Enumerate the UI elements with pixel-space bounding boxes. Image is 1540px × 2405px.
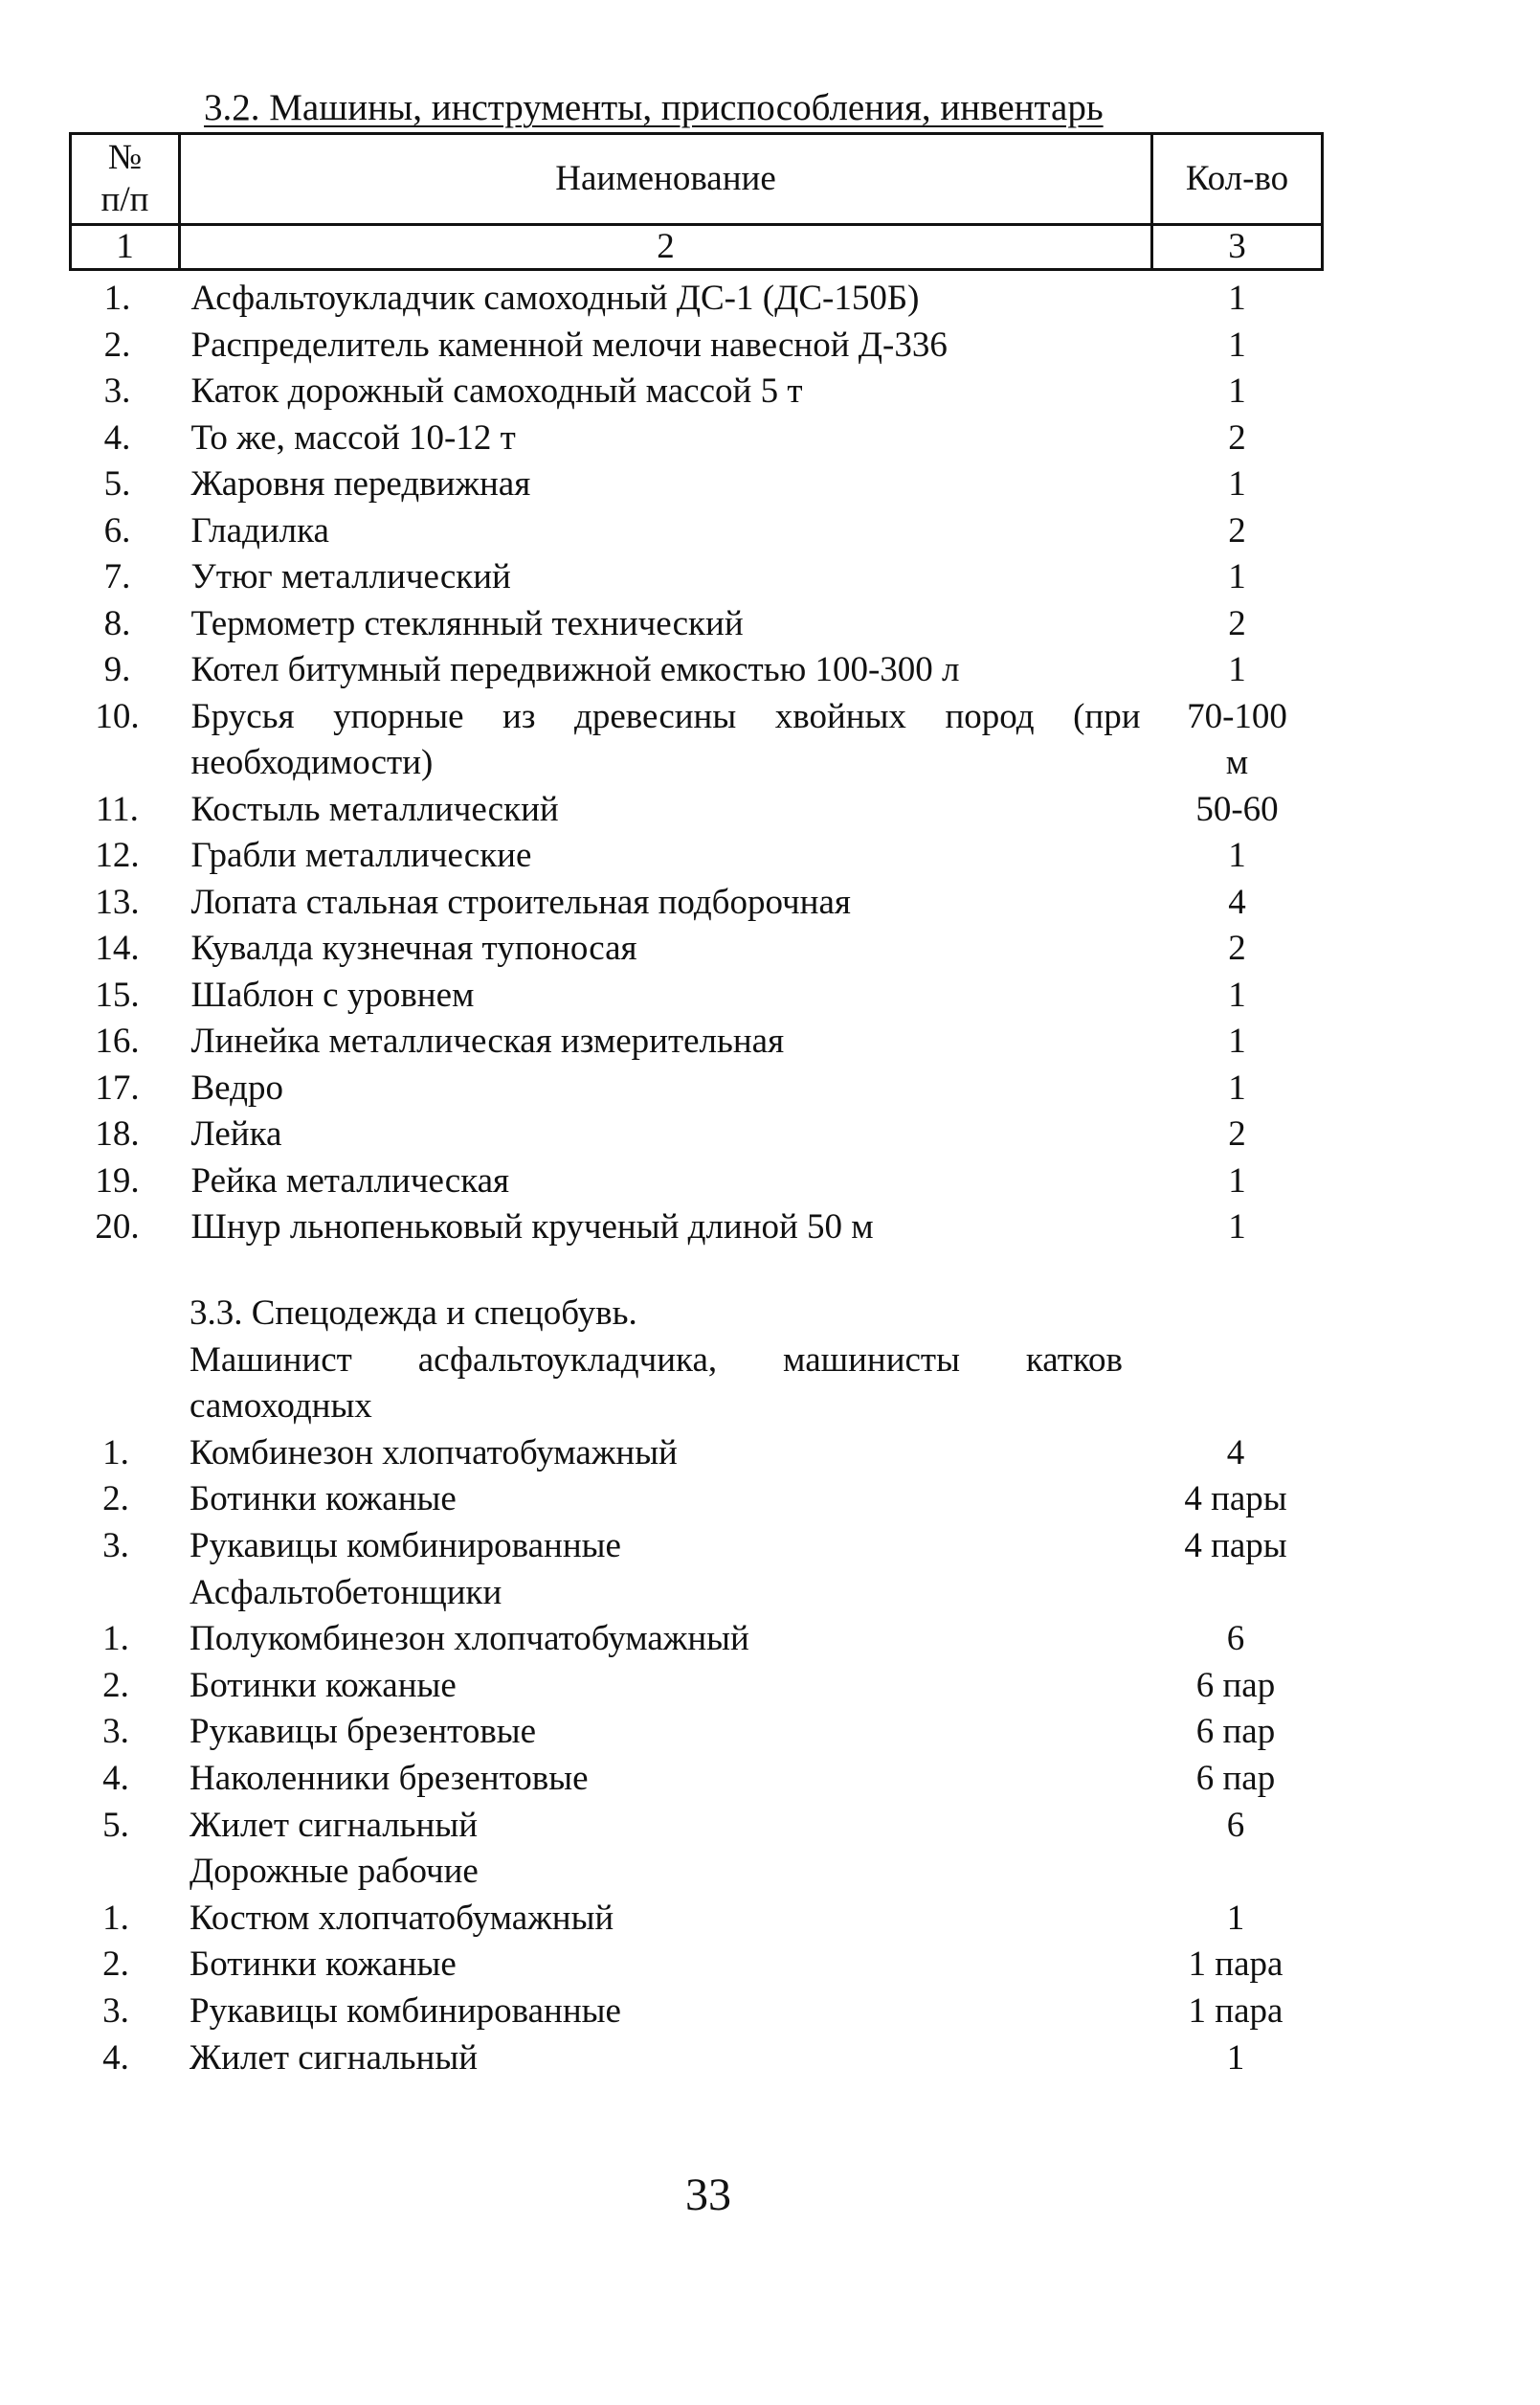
item-name: Наколенники брезентовые	[190, 1758, 589, 1798]
table-row	[71, 1158, 1323, 1205]
group-heading-line	[69, 1337, 1321, 1384]
row-qty: 1	[1228, 836, 1246, 875]
row-name: Шаблон с уровнем	[190, 975, 475, 1015]
table-row	[71, 880, 1323, 927]
page-number: 33	[685, 2169, 731, 2220]
list-item	[69, 1663, 1321, 1710]
header-num	[71, 134, 180, 225]
table-row	[71, 1204, 1323, 1251]
list-item	[69, 1989, 1321, 2035]
row-name: Рейка металлическая	[190, 1160, 510, 1201]
row-qty: 50-60	[1195, 789, 1279, 829]
item-num: 3.	[102, 1712, 129, 1752]
row-name: Котел битумный передвижной емкостью 100-300 л	[190, 650, 960, 689]
row-name: Распределитель каменной мелочи навесной Д-336	[190, 325, 948, 365]
item-num: 3.	[102, 1990, 129, 2031]
row-name: Грабли металлические	[190, 836, 532, 875]
row-name: Линейка металлическая измерительная	[190, 1022, 785, 1061]
item-qty: 6	[1226, 1805, 1245, 1845]
table-row	[71, 323, 1323, 370]
group-heading-asphalt-workers: Асфальтобетонщики	[190, 1572, 502, 1612]
item-num: 1.	[102, 1619, 129, 1659]
item-name: Рукавицы комбинированные	[190, 1990, 621, 2031]
item-qty: 4	[1226, 1432, 1245, 1472]
group-heading-road-workers: Дорожные рабочие	[190, 1852, 479, 1892]
row-num: 7.	[103, 557, 131, 596]
row-num: 19.	[95, 1160, 140, 1201]
row-num: 14.	[95, 929, 140, 968]
item-num: 3.	[102, 1525, 129, 1565]
row-name: Костыль металлический	[190, 789, 559, 829]
row-qty: 1	[1228, 557, 1246, 596]
index-col-2: 2	[180, 225, 1152, 270]
list-item	[69, 2035, 1321, 2082]
row-num: 1.	[103, 279, 131, 318]
row-qty	[1152, 694, 1323, 787]
row-name: То же, массой 10-12 т	[190, 417, 516, 458]
item-name: Жилет сигнальный	[190, 2037, 479, 2078]
spacer	[69, 1291, 178, 1337]
item-name: Комбинезон хлопчатобумажный	[190, 1432, 678, 1472]
row-num: 8.	[103, 603, 131, 643]
table-row	[71, 647, 1323, 694]
item-name: Жилет сигнальный	[190, 1805, 479, 1845]
table-row	[71, 270, 1323, 323]
row-num: 18.	[95, 1114, 140, 1154]
table-row	[71, 461, 1323, 508]
item-qty: 1	[1226, 2037, 1245, 2078]
workwear-title-line	[69, 1291, 1321, 1337]
row-name: Брусья упорные из древесины хвойных пород (при необходимости)	[190, 696, 1141, 782]
table-row	[71, 1112, 1323, 1158]
section-title-machines	[204, 86, 1104, 130]
table-row	[71, 973, 1323, 1020]
list-item	[69, 1616, 1321, 1663]
spacer	[69, 1337, 178, 1384]
row-num: 5.	[103, 464, 131, 504]
list-item	[69, 1523, 1321, 1570]
row-qty: 1	[1228, 1160, 1246, 1201]
item-qty: 1 пара	[1188, 1944, 1283, 1985]
row-name: Лопата стальная строительная подборочная	[190, 882, 851, 922]
row-num: 16.	[95, 1022, 140, 1061]
table-row	[71, 601, 1323, 648]
header-qty: Кол-во	[1152, 134, 1323, 225]
row-qty: 1	[1228, 325, 1246, 365]
row-qty-text: 70-100 м	[1187, 696, 1287, 782]
row-qty: 1	[1228, 650, 1246, 689]
list-item	[69, 1430, 1321, 1477]
table-row	[71, 369, 1323, 416]
row-qty: 2	[1228, 929, 1246, 968]
list-item	[69, 1896, 1321, 1943]
row-qty: 4	[1228, 882, 1246, 922]
list-item	[69, 1942, 1321, 1989]
row-name: Шнур льнопеньковый крученый длиной 50 м	[190, 1207, 874, 1247]
item-qty: 6 пар	[1195, 1758, 1276, 1798]
item-name: Рукавицы комбинированные	[190, 1525, 621, 1565]
table-header-row	[71, 134, 1323, 225]
list-item	[69, 1476, 1321, 1523]
row-name: Асфальтоукладчик самоходный ДС-1 (ДС-150Б)	[190, 279, 920, 318]
item-name: Костюм хлопчатобумажный	[190, 1898, 614, 1938]
row-qty: 1	[1228, 371, 1246, 411]
row-num: 13.	[95, 882, 140, 922]
spacer	[69, 1570, 178, 1617]
item-qty: 6 пар	[1195, 1712, 1276, 1752]
item-name: Рукавицы брезентовые	[190, 1712, 537, 1752]
row-qty: 1	[1228, 1068, 1246, 1108]
row-num: 3.	[103, 371, 131, 411]
item-name: Ботинки кожаные	[190, 1665, 457, 1705]
item-num: 5.	[102, 1805, 129, 1845]
row-qty: 1	[1228, 464, 1246, 504]
row-qty: 2	[1228, 1114, 1246, 1154]
row-num: 2.	[103, 325, 131, 365]
item-qty: 1	[1226, 1898, 1245, 1938]
item-num: 1.	[102, 1898, 129, 1938]
workwear-title: 3.3. Спецодежда и спецобувь.	[190, 1293, 637, 1333]
row-qty: 1	[1228, 1207, 1246, 1247]
group-heading-operators-line1: Машинист асфальтоукладчика, машинисты катков	[190, 1339, 1123, 1380]
spacer	[69, 1849, 178, 1896]
list-item	[69, 1756, 1321, 1803]
row-num: 11.	[96, 789, 139, 829]
row-num: 15.	[95, 975, 140, 1015]
row-name: Лейка	[190, 1114, 282, 1154]
group-heading-line	[69, 1570, 1321, 1617]
item-num: 1.	[102, 1432, 129, 1472]
row-num: 4.	[103, 417, 131, 458]
table-row	[71, 1019, 1323, 1066]
row-num: 9.	[103, 650, 131, 689]
row-name: Ведро	[190, 1068, 283, 1108]
table-row	[71, 508, 1323, 555]
item-num: 2.	[102, 1665, 129, 1705]
row-num: 6.	[103, 510, 131, 551]
row-name: Термометр стеклянный технический	[190, 603, 744, 643]
table-row	[71, 416, 1323, 462]
row-name: Утюг металлический	[190, 557, 511, 596]
section-title-text: 3.2. Машины, инструменты, приспособления, инвентарь	[204, 87, 1104, 128]
item-num: 2.	[102, 1944, 129, 1985]
table-row	[71, 554, 1323, 601]
row-qty: 1	[1228, 279, 1246, 318]
row-num: 20.	[95, 1207, 140, 1247]
row-qty: 1	[1228, 1022, 1246, 1061]
row-qty: 2	[1228, 510, 1246, 551]
row-qty: 2	[1228, 417, 1246, 458]
index-col-1: 1	[71, 225, 180, 270]
item-num: 4.	[102, 2037, 129, 2078]
item-name: Полукомбинезон хлопчатобумажный	[190, 1619, 749, 1659]
item-qty: 6	[1226, 1619, 1245, 1659]
group-heading-line	[69, 1383, 1321, 1430]
row-qty: 2	[1228, 603, 1246, 643]
row-num: 12.	[95, 836, 140, 875]
list-item	[69, 1803, 1321, 1850]
group-heading-operators	[178, 1337, 1173, 1384]
table-row	[71, 694, 1323, 787]
item-name: Ботинки кожаные	[190, 1944, 457, 1985]
row-num: 10.	[95, 696, 140, 736]
row-name: Гладилка	[190, 510, 329, 551]
table-index-row	[71, 225, 1323, 270]
group-heading-line	[69, 1849, 1321, 1896]
item-qty: 4 пары	[1184, 1479, 1287, 1519]
table-body	[71, 270, 1323, 1251]
header-name: Наименование	[180, 134, 1152, 225]
row-name: Кувалда кузнечная тупоносая	[190, 929, 637, 968]
section-workwear	[69, 1291, 1321, 2081]
item-num: 2.	[102, 1479, 129, 1519]
header-num-text: № п/п	[100, 138, 149, 219]
item-num: 4.	[102, 1758, 129, 1798]
group-heading-operators-line2: самоходных	[190, 1386, 372, 1427]
equipment-table	[69, 132, 1324, 1251]
spacer	[69, 1383, 178, 1430]
table-row	[71, 833, 1323, 880]
table-row	[71, 787, 1323, 834]
item-name: Ботинки кожаные	[190, 1479, 457, 1519]
item-qty: 4 пары	[1184, 1525, 1287, 1565]
row-name: Жаровня передвижная	[190, 464, 531, 504]
row-qty: 1	[1228, 975, 1246, 1015]
item-qty: 6 пар	[1195, 1665, 1276, 1705]
table-row	[71, 1066, 1323, 1113]
table-row	[71, 926, 1323, 973]
index-col-3: 3	[1152, 225, 1323, 270]
row-name: Каток дорожный самоходный массой 5 т	[190, 371, 803, 411]
row-num: 17.	[95, 1068, 140, 1108]
item-qty: 1 пара	[1188, 1990, 1283, 2031]
list-item	[69, 1709, 1321, 1756]
